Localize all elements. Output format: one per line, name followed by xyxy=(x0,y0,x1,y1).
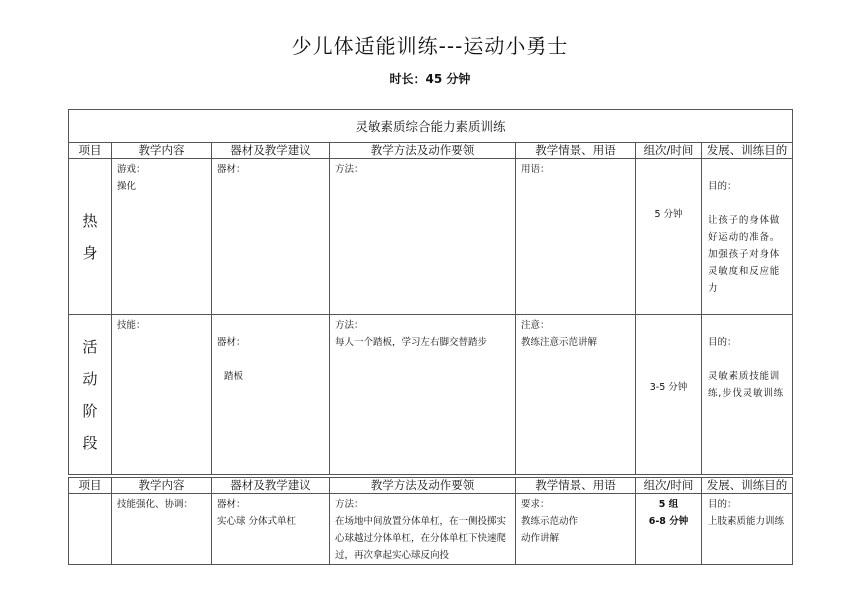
col-header-time: 组次/时间 xyxy=(636,143,702,159)
purpose-cell xyxy=(702,159,793,315)
col-header-equipment: 器材及教学建议 xyxy=(212,143,330,159)
method-cell: 方法： xyxy=(330,159,516,315)
content-cell: 技能： xyxy=(112,315,212,475)
project-cell: 活 动 阶 段 xyxy=(69,315,112,475)
method-cell: 方法： 每人一个踏板，学习左右脚交替踏步 xyxy=(330,315,516,475)
col-header-project: 项目 xyxy=(69,143,112,159)
time-value: 5 分钟 xyxy=(654,209,683,220)
purpose-label: 目的： xyxy=(708,181,737,192)
table-header-row xyxy=(69,143,793,159)
table-row xyxy=(69,159,793,315)
scenario-cell: 要求： 教练示范动作 动作讲解 xyxy=(516,494,636,565)
equipment-label: 器材： xyxy=(217,337,246,348)
project-cell xyxy=(69,494,112,565)
scenario-cell: 注意： 教练注意示范讲解 xyxy=(516,315,636,475)
col-header-scenario: 教学情景、用语 xyxy=(516,143,636,159)
time-cell xyxy=(636,315,702,475)
content-cell: 游戏： 操化 xyxy=(112,159,212,315)
duration-label: 时长：45 分钟 xyxy=(389,72,471,86)
purpose-label: 目的： xyxy=(708,337,737,348)
col-header-project: 项目 xyxy=(69,478,112,494)
col-header-purpose: 发展、训练目的 xyxy=(702,478,793,494)
col-header-content: 教学内容 xyxy=(112,143,212,159)
purpose-text: 灵敏素质技能训练,步伐灵敏训练 xyxy=(708,371,784,399)
scenario-cell: 用语： xyxy=(516,159,636,315)
purpose-cell xyxy=(702,315,793,475)
time-cell: 5 组 6-8 分钟 xyxy=(636,494,702,565)
col-header-method: 教学方法及动作要领 xyxy=(330,143,516,159)
col-header-method: 教学方法及动作要领 xyxy=(330,478,516,494)
equipment-cell: 器材： 实心球 分体式单杠 xyxy=(212,494,330,565)
table-row xyxy=(69,494,793,565)
content-cell: 技能强化、协调： xyxy=(112,494,212,565)
project-cell: 热 身 xyxy=(69,159,112,315)
equipment-detail: 踏板 xyxy=(224,371,244,382)
table-banner: 灵敏素质综合能力素质训练 xyxy=(69,110,793,143)
col-header-equipment: 器材及教学建议 xyxy=(212,478,330,494)
method-cell: 方法： 在场地中间放置分体单杠，在一侧投掷实心球越过分体单杠，在分体单杠下快速爬过，再次拿起实心球反向投 xyxy=(330,494,516,565)
purpose-cell: 目的： 上肢素质能力训练 xyxy=(702,494,793,565)
training-table-1 xyxy=(68,109,793,475)
equipment-cell: 器材： xyxy=(212,159,330,315)
col-header-purpose: 发展、训练目的 xyxy=(702,143,793,159)
purpose-text: 让孩子的身体做好运动的准备。加强孩子对身体灵敏度和反应能力 xyxy=(708,215,781,294)
time-cell xyxy=(636,159,702,315)
table-header-row xyxy=(69,478,793,494)
col-header-content: 教学内容 xyxy=(112,478,212,494)
table-row xyxy=(69,315,793,475)
page-title: 少儿体适能训练---运动小勇士 xyxy=(291,34,569,58)
training-table-2 xyxy=(68,477,793,565)
col-header-time: 组次/时间 xyxy=(636,478,702,494)
equipment-cell xyxy=(212,315,330,475)
time-value: 3-5 分钟 xyxy=(649,382,688,393)
col-header-scenario: 教学情景、用语 xyxy=(516,478,636,494)
